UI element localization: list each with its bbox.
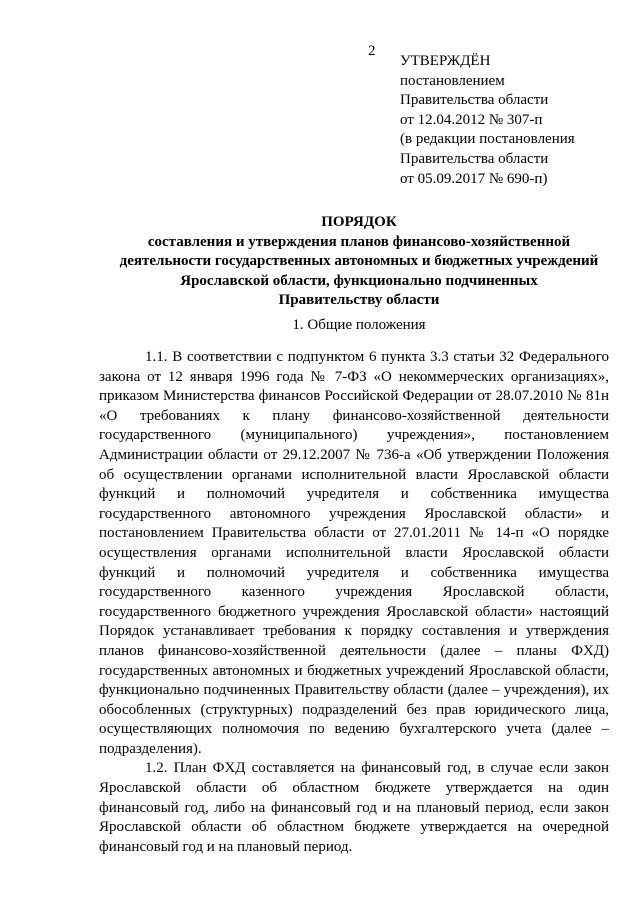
title-line: деятельности государственных автономных и бюджетных учреждений	[119, 253, 599, 270]
approval-line: от 12.04.2012 № 307-п	[400, 111, 543, 128]
approval-line: УТВЕРЖДЁН	[400, 53, 491, 69]
title-heading: ПОРЯДОК	[321, 214, 397, 230]
document-title	[100, 213, 618, 311]
paragraph: 1.1. В соответствии с подпунктом 6 пункта 3.3 статьи 32 Федерального закона от 12 января 1996 года № 7-ФЗ «О некоммерческих организациях», приказом Министерства финансов Российской Федерации от 28.07.2010 № 81н «О требованиях к плану финансово-хозяйственной деятельности государственного (муниципального) учреждения», постановлением Администрации области от 29.12.2007 № 736-а «Об утверждении Положения об осуществлении органами исполнительной власти Ярославской области функций и полномочий учредителя и собственника имущества государственного автономного учреждения Ярославской области» и постановлением Правительства области от 27.01.2011 № 14-п «О порядке осуществления органами исполнительной власти Ярославской области функций и полномочий учредителя и собственника имущества государственного казенного учреждения Ярославской области, государственного бюджетного учреждения Ярославской области» настоящий Порядок устанавливает требования к порядку составления и утверждения планов финансово-хозяйственной деятельности (далее – планы ФХД) государственных автономных и бюджетных учреждений Ярославской области, функционально подчиненных Правительству области (далее – учреждения), их обособленных (структурных) подразделений без прав юридического лица, осуществляющих полномочия по ведению бухгалтерского учета (далее – подразделения).	[99, 349, 609, 757]
approval-line: от 05.09.2017 № 690-п)	[400, 170, 548, 187]
approval-line: Правительства области	[400, 150, 549, 167]
approval-line: (в редакции постановления	[400, 131, 575, 148]
paragraph: 1.2. План ФХД составляется на финансовый год, в случае если закон Ярославской области об областном бюджете утверждается на один финансовый год, либо на финансовый год и на плановый период, если закон Ярославской области об областном бюджете утверждается на очередной финансовый год и на плановый период.	[99, 760, 609, 855]
approval-line: Правительства области	[400, 92, 549, 109]
page-number: 2	[368, 43, 376, 59]
title-line: Правительству области	[278, 292, 440, 309]
approval-stamp	[400, 52, 575, 189]
section-heading: 1. Общие положения	[292, 317, 426, 333]
approval-line: постановлением	[400, 72, 505, 89]
body-text	[99, 348, 609, 857]
title-line: составления и утверждения планов финансово-хозяйственной	[147, 233, 571, 250]
title-line: Ярославской области, функционально подчиненных	[180, 272, 538, 289]
